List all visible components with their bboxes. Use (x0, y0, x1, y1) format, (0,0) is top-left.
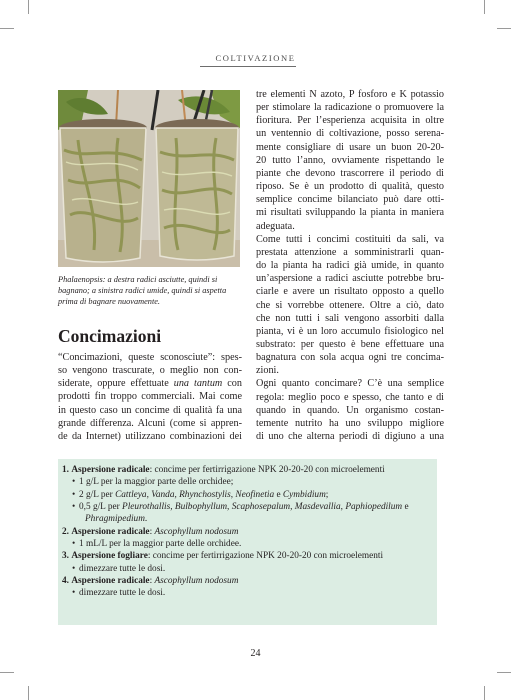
running-header: COLTIVAZIONE (215, 53, 296, 63)
list-item (62, 575, 434, 587)
fertilizer-schedule-box (58, 459, 437, 625)
crop-mark (0, 28, 14, 29)
sub-item (62, 563, 434, 575)
item-label: Aspersione fogliare (71, 551, 148, 562)
photo-caption (58, 274, 242, 307)
item-text: : (149, 526, 155, 537)
text-line: so vengono trascurate, o meglio non con- (58, 365, 242, 377)
text-line: substrato: per questo è bene effettuare una (256, 338, 444, 350)
text-line: piante che devono trascorrere il periodo di (256, 167, 444, 179)
sub-item (62, 476, 434, 488)
bullet-icon: • (72, 489, 76, 500)
orchid-pots-illustration (58, 90, 240, 267)
list-item (62, 550, 434, 562)
text-line: un ventennio di coltivazione, posso serena- (256, 128, 444, 140)
dose: 0,5 g/L (79, 502, 106, 513)
text-line: per stimolare la radicazione o promuovere la (256, 102, 444, 114)
text-line: temente nutrito ha uno sviluppo migliore (256, 417, 444, 429)
bullet-icon: • (72, 588, 76, 599)
genus: Phragmipedium (85, 514, 145, 525)
punctuation: ; (325, 489, 329, 500)
crop-mark (28, 686, 29, 700)
sub-item-text: 1 mL/L per la maggior parte delle orchidee. (79, 539, 242, 550)
text-line: “Concimazioni, queste sconosciute”: spes- (58, 352, 242, 363)
crop-mark (497, 672, 511, 673)
sub-item-text: dimezzare tutte le dosi. (79, 563, 166, 574)
crop-mark (497, 28, 511, 29)
bullet-icon: • (72, 563, 76, 574)
text-line: che non tutti i sali vengono assorbiti dalla (256, 312, 444, 324)
text-line: Ogni quanto concimare? C’è una semplice (256, 378, 444, 390)
dose-text: per (98, 489, 116, 500)
dose-text: per la maggior parte delle orchidee; (98, 477, 234, 488)
text-line: regola: meglio poco e spesso, che tanto e di (256, 391, 444, 403)
header-rule (200, 66, 296, 67)
text-line: prodotti fin troppo commerciali. Mai come (58, 391, 242, 403)
conjunction: e (402, 502, 409, 513)
text-line: mi risultati sviluppando la pianta in maniera (256, 207, 444, 219)
bullet-icon: • (72, 502, 76, 513)
sub-item (62, 489, 434, 501)
orchid-roots-photo (58, 90, 240, 267)
dose-text: per (105, 502, 123, 513)
text-line: che si vorrebbe ottenere. Oltre a ciò, dato (256, 299, 444, 311)
left-column-text (58, 351, 242, 443)
text-line: di uno che alterna periodi di digiuno a una (256, 431, 444, 443)
sub-item-text: dimezzare tutte le dosi. (79, 588, 166, 599)
genera: Cattleya, Vanda, Rhynchostylis, Neofinetia (115, 489, 275, 500)
item-text: : (149, 576, 155, 587)
punctuation: . (144, 514, 148, 525)
item-italic-text: Ascophyllum nodosum (154, 526, 239, 537)
text-line (58, 377, 242, 390)
text-line: adeguata. (256, 220, 295, 232)
sub-item (62, 587, 434, 599)
sub-item-continued (62, 513, 434, 525)
item-number: 4. (62, 576, 69, 587)
text-line: tre elementi N azoto, P fosforo e K potassio (256, 89, 444, 100)
item-label: Aspersione radicale (71, 465, 150, 475)
crop-mark (28, 0, 29, 14)
crop-mark (0, 672, 14, 673)
text-segment: con (222, 378, 242, 390)
text-line: in questo caso un concime di qualità fa una (58, 404, 242, 416)
item-number: 2. (62, 526, 69, 537)
text-segment: siderate, oppure effettuate (58, 378, 174, 390)
text-line: mente consigliare di usare un buon 20-20- (256, 141, 444, 153)
text-line: riposo. Se è un prodotto di qualità, questo (256, 181, 444, 193)
item-number: 1. (62, 465, 69, 475)
sub-item (62, 538, 434, 550)
item-label: Aspersione radicale (71, 576, 150, 587)
caption-line: Phalaenopsis: a destra radici asciutte, quindi si (58, 275, 218, 284)
list-item (62, 464, 434, 476)
item-text: : concime per fertirrigazione NPK 20-20-20 con microelementi (147, 551, 384, 562)
list-item (62, 526, 434, 538)
genus: Cymbidium (282, 489, 326, 500)
dose: 1 g/L (79, 477, 99, 488)
fertilizer-list (62, 464, 434, 600)
text-line: do la pianta ha radici già umide, in quanto (256, 260, 444, 272)
caption-line: prima di bagnare nuovamente. (58, 297, 161, 306)
item-label: Aspersione radicale (71, 526, 150, 537)
text-line: bagnatura con sola acqua ogni tre concima- (256, 352, 444, 364)
text-line: zioni. (256, 365, 279, 377)
conjunction: e (274, 489, 283, 500)
text-line: pianta, vi è un loro accumulo fisiologico nel (256, 325, 444, 337)
text-line: Come tutti i concimi costituiti da sali, va (256, 233, 444, 245)
sub-item (62, 501, 434, 513)
genera: Pleurothallis, Bulbophyllum, Scaphosepalum, Masdevallia, Paphiopedilum (122, 502, 403, 513)
text-line: ciarle e avere un risultato opposto a quello (256, 286, 444, 298)
text-line: prestata attenzione a somministrarli quan- (256, 246, 444, 258)
italic-phrase: una tantum (173, 378, 223, 390)
text-line: de da Internet) utilizzano combinazioni dei (58, 430, 242, 442)
page-number: 24 (250, 648, 261, 659)
section-heading: Concimazioni (58, 326, 162, 346)
text-line: un’aspersione a radici asciutte potrebbe bru- (256, 273, 444, 285)
text-line: semplice concime bilanciato può dare otti- (256, 194, 444, 206)
text-line: 20 tutto l’anno, ovviamente rispettando le (256, 154, 444, 166)
item-number: 3. (62, 551, 69, 562)
text-line: grande differenza. Alcuni (come si appren- (58, 417, 242, 429)
text-line: fioritura. Per l’esperienza acquisita in oltre (256, 115, 444, 127)
text-line: quando in quando. Un organismo costan- (256, 404, 444, 416)
crop-mark (484, 686, 485, 700)
item-text: : concime per fertirrigazione NPK 20-20-20 con microelementi (149, 465, 385, 475)
caption-line: bagnano; a sinistra radici umide, quindi si aspetta (58, 286, 227, 295)
bullet-icon: • (72, 477, 76, 488)
crop-mark (484, 0, 485, 14)
bullet-icon: • (72, 539, 76, 550)
dose: 2 g/L (79, 489, 99, 500)
item-italic-text: Ascophyllum nodosum (154, 576, 239, 587)
right-column-text (256, 88, 444, 443)
